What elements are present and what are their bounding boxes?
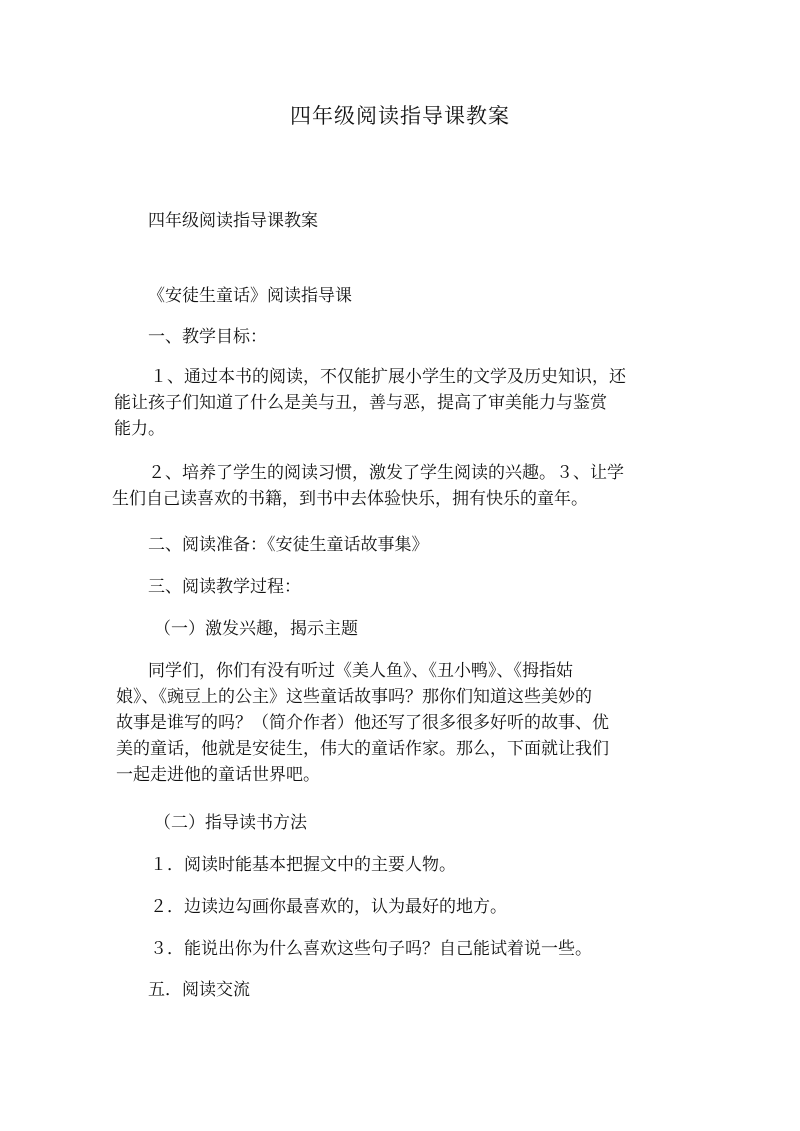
paragraph-line: 能让孩子们知道了什么是美与丑，善与恶，提高了审美能力与鉴赏 xyxy=(114,393,607,413)
goal-1-paragraph xyxy=(114,364,650,442)
paragraph-line: ２、培养了学生的阅读习惯，激发了学生阅读的兴趣。３、让学 xyxy=(148,463,624,483)
paragraph-line: 生们自己读喜欢的书籍，到书中去体验快乐，拥有快乐的童年。 xyxy=(112,489,588,509)
paragraph-line: 一起走进他的童话世界吧。 xyxy=(116,765,320,785)
paragraph-line: 同学们，你们有没有听过《美人鱼》、《丑小鸭》、《拇指姑 xyxy=(148,661,573,681)
paragraph-line: １、通过本书的阅读，不仅能扩展小学生的文学及历史知识，还 xyxy=(150,367,626,387)
paragraph-line: 娘》、《豌豆上的公主》这些童话故事吗？那你们知道这些美妙的 xyxy=(116,687,592,707)
goal-2-paragraph xyxy=(112,460,648,512)
section-heading-preparation: 二、阅读准备：《安徒生童话故事集》 xyxy=(148,535,429,555)
paragraph-line: 故事是谁写的吗？（简介作者）他还写了很多很多好听的故事、优 xyxy=(116,713,609,733)
paragraph-line: 能力。 xyxy=(114,419,165,439)
paragraph-line: 美的童话，他就是安徒生，伟大的童话作家。那么，下面就让我们 xyxy=(116,739,609,759)
intro-paragraph xyxy=(116,658,648,788)
section-heading-process: 三、阅读教学过程： xyxy=(148,577,301,597)
document-title: 四年级阅读指导课教案 xyxy=(290,104,510,128)
step-1-heading: （一）激发兴趣，揭示主题 xyxy=(154,619,358,639)
lesson-title: 《安徒生童话》阅读指导课 xyxy=(148,286,352,306)
method-item-2: ２．边读边勾画你最喜欢的，认为最好的地方。 xyxy=(150,897,507,917)
method-item-3: ３．能说出你为什么喜欢这些句子吗？自己能试着说一些。 xyxy=(150,939,592,959)
subtitle: 四年级阅读指导课教案 xyxy=(148,211,318,231)
step-2-heading: （二）指导读书方法 xyxy=(154,813,307,833)
section-heading-goals: 一、教学目标： xyxy=(148,327,267,347)
section-heading-exchange: 五．阅读交流 xyxy=(148,980,250,1000)
method-item-1: １．阅读时能基本把握文中的主要人物。 xyxy=(150,855,456,875)
